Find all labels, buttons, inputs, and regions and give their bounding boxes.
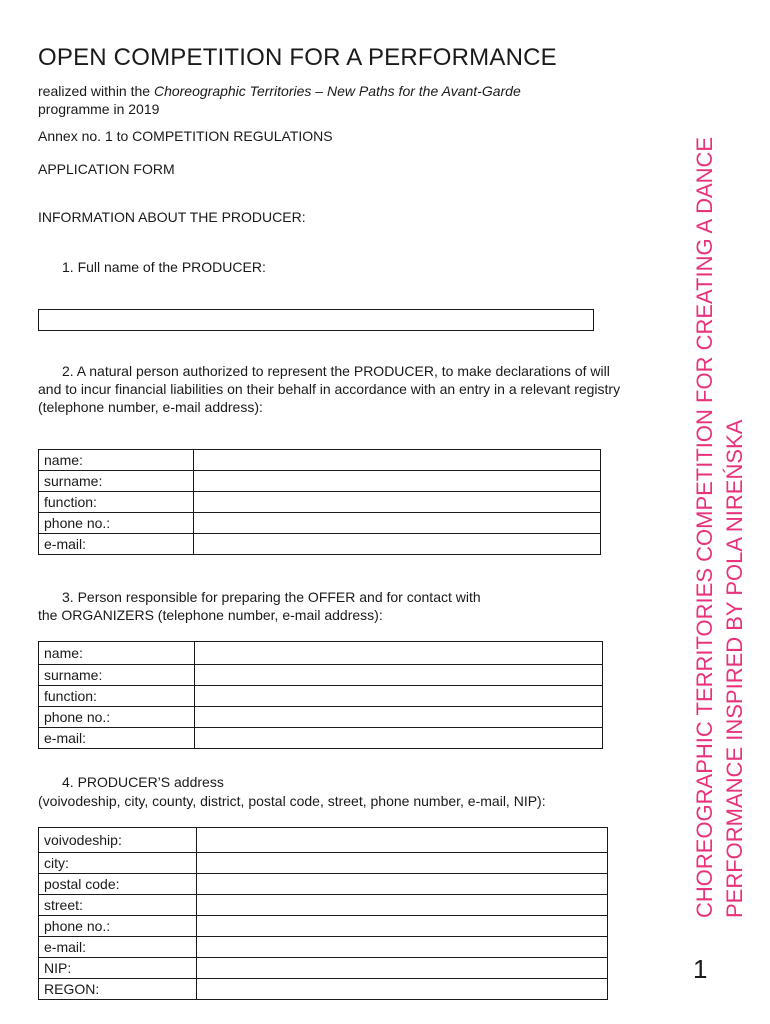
annex-label: Annex no. 1 to COMPETITION REGULATIONS xyxy=(38,128,333,144)
field-input[interactable] xyxy=(195,642,603,665)
field-input[interactable] xyxy=(195,665,603,686)
field-input[interactable] xyxy=(195,686,603,707)
form-row xyxy=(39,958,608,979)
field-label: function: xyxy=(39,686,195,707)
field-input[interactable] xyxy=(197,828,608,853)
field-input[interactable] xyxy=(197,853,608,874)
q1-label: 1. Full name of the PRODUCER: xyxy=(62,259,266,275)
field-input[interactable] xyxy=(194,534,601,555)
form-row xyxy=(39,665,603,686)
representative-table xyxy=(38,449,601,555)
form-row xyxy=(39,916,608,937)
form-row xyxy=(39,642,603,665)
field-label: name: xyxy=(39,642,195,665)
field-label: function: xyxy=(39,492,194,513)
field-label: voivodeship: xyxy=(39,828,197,853)
field-input[interactable] xyxy=(195,707,603,728)
page-number: 1 xyxy=(693,954,708,984)
form-row xyxy=(39,895,608,916)
side-vertical-title xyxy=(690,98,750,918)
field-input[interactable] xyxy=(194,450,601,471)
subtitle-prefix: realized within the xyxy=(38,83,154,99)
producer-section-heading: INFORMATION ABOUT THE PRODUCER: xyxy=(38,209,306,225)
q4-line1: 4. PRODUCER’S address xyxy=(62,774,224,790)
field-input[interactable] xyxy=(197,958,608,979)
side-title-line1: CHOREOGRAPHIC TERRITORIES COMPETITION FOR CREATING A DANCE xyxy=(692,136,717,918)
field-label: e-mail: xyxy=(39,534,194,555)
field-input[interactable] xyxy=(197,937,608,958)
field-label: NIP: xyxy=(39,958,197,979)
q4-line2: (voivodeship, city, county, district, postal code, street, phone number, e-mail, NIP): xyxy=(38,793,546,809)
field-input[interactable] xyxy=(197,874,608,895)
field-input[interactable] xyxy=(194,513,601,534)
field-label: e-mail: xyxy=(39,728,195,749)
field-input[interactable] xyxy=(194,471,601,492)
form-label: APPLICATION FORM xyxy=(38,161,175,177)
field-label: surname: xyxy=(39,471,194,492)
form-row xyxy=(39,979,608,1000)
field-input[interactable] xyxy=(197,895,608,916)
field-label: street: xyxy=(39,895,197,916)
q2-line3: (telephone number, e-mail address): xyxy=(38,399,263,415)
form-row xyxy=(39,874,608,895)
field-input[interactable] xyxy=(197,979,608,1000)
field-label: REGON: xyxy=(39,979,197,1000)
form-row xyxy=(39,707,603,728)
field-label: phone no.: xyxy=(39,916,197,937)
form-row xyxy=(39,828,608,853)
form-row xyxy=(39,534,601,555)
field-input[interactable] xyxy=(197,916,608,937)
field-label: city: xyxy=(39,853,197,874)
form-row xyxy=(39,513,601,534)
producer-address-table xyxy=(38,827,608,1000)
field-input[interactable] xyxy=(195,728,603,749)
producer-full-name-field[interactable] xyxy=(38,309,594,331)
form-row xyxy=(39,686,603,707)
contact-person-table xyxy=(38,641,603,749)
subtitle-line2: programme in 2019 xyxy=(38,101,160,117)
field-label: phone no.: xyxy=(39,513,194,534)
field-label: phone no.: xyxy=(39,707,195,728)
subtitle xyxy=(38,82,521,100)
form-row xyxy=(39,728,603,749)
field-label: surname: xyxy=(39,665,195,686)
side-title-line2: PERFORMANCE INSPIRED BY POLA NIREŃSKA xyxy=(722,419,747,918)
form-row xyxy=(39,853,608,874)
form-row xyxy=(39,471,601,492)
form-row xyxy=(39,450,601,471)
field-label: e-mail: xyxy=(39,937,197,958)
page-title: OPEN COMPETITION FOR A PERFORMANCE xyxy=(38,44,557,71)
form-row xyxy=(39,492,601,513)
programme-name: Choreographic Territories – New Paths for the Avant-Garde xyxy=(153,83,521,99)
field-label: name: xyxy=(39,450,194,471)
field-input[interactable] xyxy=(194,492,601,513)
q3-line2: the ORGANIZERS (telephone number, e-mail address): xyxy=(38,607,383,623)
q2-line1: 2. A natural person authorized to represent the PRODUCER, to make declarations of will xyxy=(62,363,610,379)
form-row xyxy=(39,937,608,958)
q3-line1: 3. Person responsible for preparing the OFFER and for contact with xyxy=(62,589,481,605)
q2-line2: and to incur financial liabilities on their behalf in accordance with an entry in a relevant registry xyxy=(38,381,621,397)
field-label: postal code: xyxy=(39,874,197,895)
